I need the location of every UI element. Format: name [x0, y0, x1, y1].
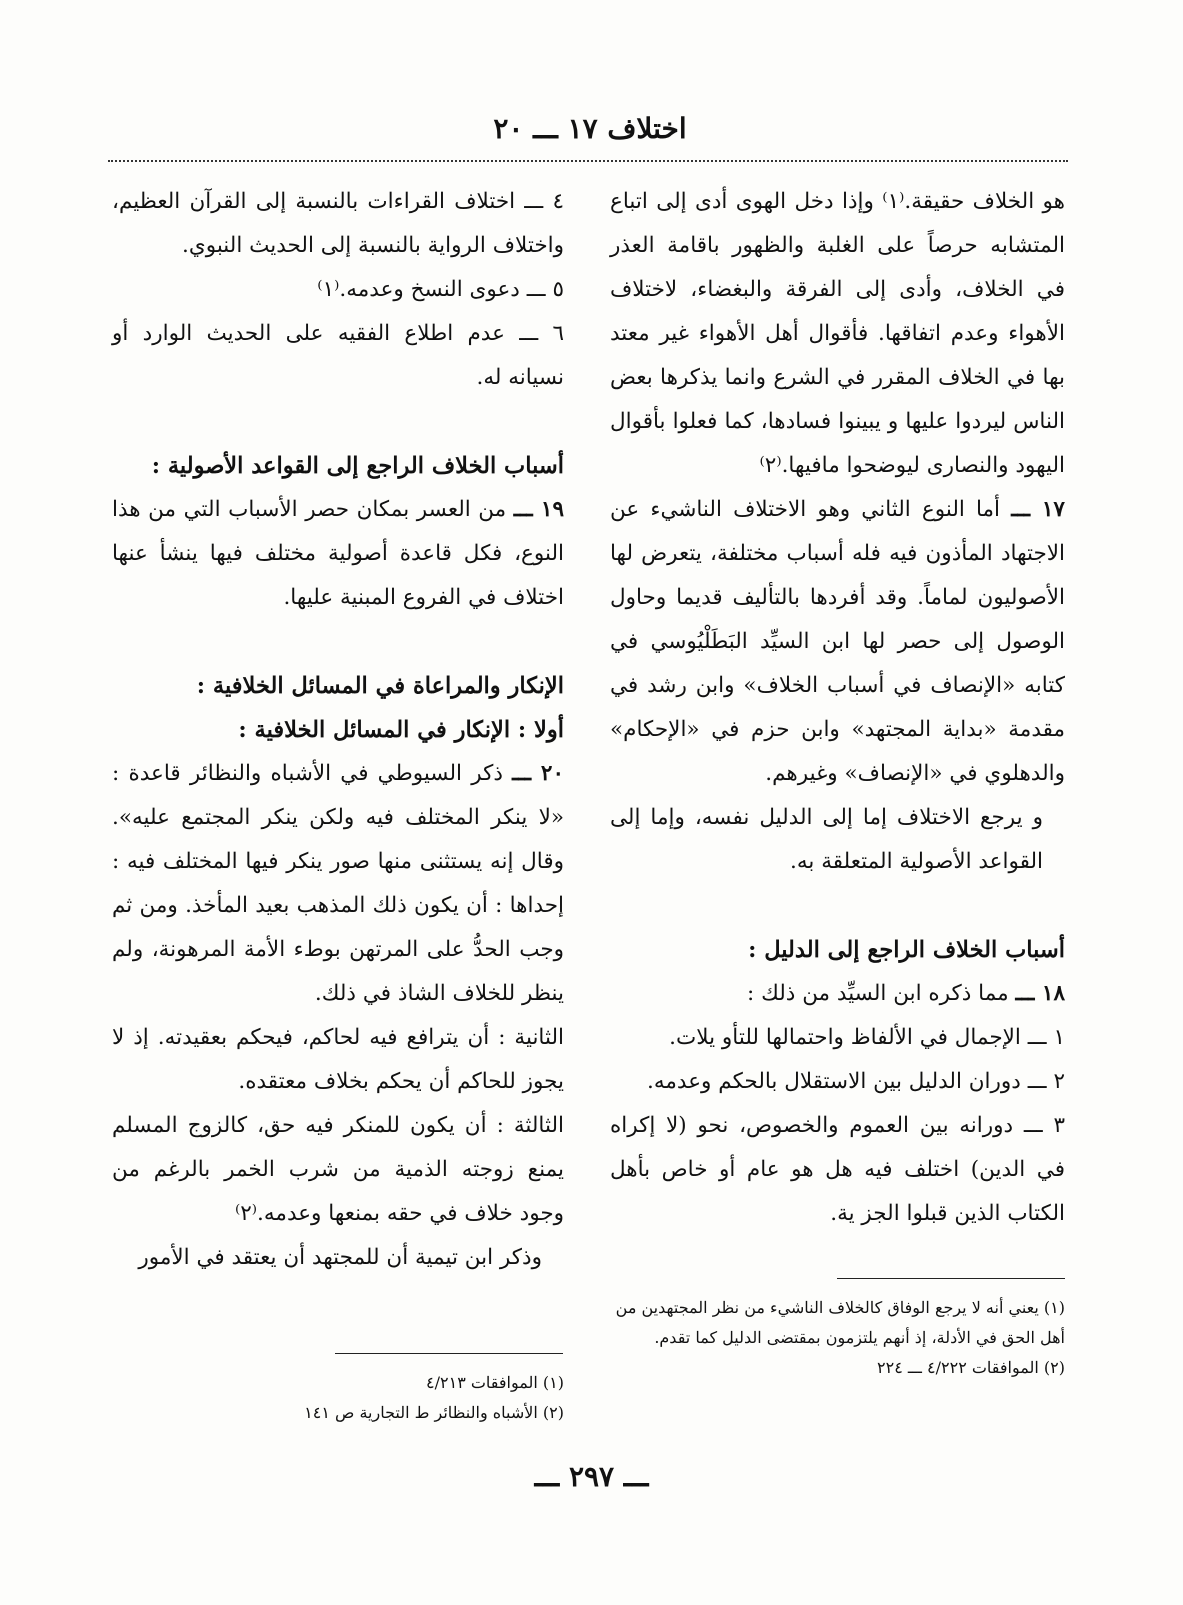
paragraph-second-case: الثانية : أن يترافع فيه لحاكم، فيحكم بعقيدته. إذ لا يجوز للحاكم أن يحكم بخلاف معتقده. — [112, 1025, 564, 1094]
list-item-3: ٣ ـــ دورانه بين العموم والخصوص، نحو (لا إكراه في الدين) اختلف فيه هل هو عام أو خاص بأهل الكتاب الذين قبلوا الجز ية. — [610, 1113, 1065, 1226]
section-number-20: ٢٠ ـــ — [512, 761, 564, 786]
footnote-left-1: (١) الموافقات ٤/٢١٣ — [426, 1373, 564, 1392]
footnote-rule-right — [837, 1278, 1065, 1279]
section-number-19: ١٩ ـــ — [513, 497, 564, 522]
footnotes-right — [610, 1293, 1065, 1383]
heading-first-inkar: أولا : الإنكار في المسائل الخلافية : — [238, 717, 564, 743]
paragraph-20-text: ذكر السيوطي في الأشباه والنظائر قاعدة : «لا ينكر المختلف فيه ولكن ينكر المجتمع عليه». وقال إنه يستثنى منها صور ينكر فيها المختلف فيه : إحداها : أن يكون ذلك المذهب بعيد المأخذ. ومن ثم وجب الحدُّ على المرتهن بوطء الأمة المرهونة، ولم ينظر للخلاف الشاذ في ذلك. — [112, 761, 564, 1006]
paragraph-17 — [610, 488, 1065, 796]
paragraph-19 — [112, 488, 564, 620]
heading-inkar-muraat: الإنكار والمراعاة في المسائل الخلافية : — [196, 673, 564, 699]
section-number-18: ١٨ ـــ — [1015, 981, 1065, 1006]
left-column — [112, 180, 564, 1280]
list-item-2: ٢ ـــ دوران الدليل بين الاستقلال بالحكم وعدمه. — [647, 1069, 1065, 1094]
paragraph-17-text: أما النوع الثاني وهو الاختلاف الناشيء عن الاجتهاد المأذون فيه فله أسباب مختلفة، يتعرض لها الأصوليون لماماً. وقد أفردها بالتأليف قديما وحاول الوصول إلى حصر لها ابن السيِّد البَطَلْيُوسي في كتابه «الإنصاف في أسباب الخلاف» وابن رشد في مقدمة «بداية المجتهد» وابن حزم في «الإحكام» والدهلوي في «الإنصاف» وغيرهم. — [610, 497, 1065, 786]
list-item-4: ٤ ـــ اختلاف القراءات بالنسبة إلى القرآن العظيم، واختلاف الرواية بالنسبة إلى الحديث النبوي. — [112, 189, 564, 258]
right-column — [610, 180, 1065, 1236]
paragraph-19-text: من العسر بمكان حصر الأسباب التي من هذا النوع، فكل قاعدة أصولية مختلف فيها ينشأ عنها اختلاف في الفروع المبنية عليها. — [112, 497, 564, 610]
footnote-right-2: (٢) الموافقات ٤/٢٢٢ ـــ ٢٢٤ — [877, 1358, 1065, 1377]
paragraph-third-case: الثالثة : أن يكون للمنكر فيه حق، كالزوج المسلم يمنع زوجته الذمية من شرب الخمر بالرغم من وجود خلاف في حقه بمنعها وعدمه.⁽٢⁾ — [112, 1113, 564, 1226]
footnote-left-2: (٢) الأشباه والنظائر ط التجارية ص ١٤١ — [304, 1403, 564, 1422]
list-item-5: ٥ ـــ دعوى النسخ وعدمه.⁽١⁾ — [317, 277, 564, 302]
footnote-rule-left — [335, 1353, 563, 1354]
paragraph-ikhtilaf-return: و يرجع الاختلاف إما إلى الدليل نفسه، وإما إلى القواعد الأصولية المتعلقة به. — [610, 805, 1043, 874]
paragraph-khilaf-haqiqa: هو الخلاف حقيقة.⁽١⁾ وإذا دخل الهوى أدى إلى اتباع المتشابه حرصاً على الغلبة والظهور باقامة العذر في الخلاف، وأدى إلى الفرقة والبغضاء، لاختلاف الأهواء وعدم اتفاقها. فأقوال أهل الأهواء غير معتد بها في الخلاف المقرر في الشرع وانما يذكرها بعض الناس ليردوا عليها و يبينوا فسادها، كما فعلوا بأقوال اليهود والنصارى ليوضحوا مافيها.⁽٢⁾ — [610, 189, 1065, 478]
page-number: ـــ ٢٩٧ ـــ — [534, 1460, 649, 1493]
list-item-6: ٦ ـــ عدم اطلاع الفقيه على الحديث الوارد أو نسيانه له. — [112, 321, 564, 390]
footnotes-left — [112, 1368, 564, 1428]
footnote-right-1: (١) يعني أنه لا يرجع الوفاق كالخلاف الناشيء من نظر المجتهدين من أهل الحق في الأدلة، إذ أنهم يلتزمون بمقتضى الدليل كما تقدم. — [615, 1298, 1065, 1347]
header-dotted-rule — [108, 160, 1068, 162]
paragraph-18 — [610, 972, 1065, 1016]
heading-dalil-causes: أسباب الخلاف الراجع إلى الدليل : — [748, 937, 1065, 963]
section-number-17: ١٧ ـــ — [1011, 497, 1065, 522]
paragraph-18-text: مما ذكره ابن السيِّد من ذلك : — [747, 981, 1009, 1006]
paragraph-20 — [112, 752, 564, 1016]
paragraph-ibn-taymiyya: وذكر ابن تيمية أن للمجتهد أن يعتقد في الأمور — [138, 1245, 542, 1270]
list-item-1: ١ ـــ الإجمال في الألفاظ واحتمالها للتأو يلات. — [669, 1025, 1065, 1050]
heading-usul-causes: أسباب الخلاف الراجع إلى القواعد الأصولية : — [151, 453, 564, 479]
running-header: اختلاف ١٧ ـــ ٢٠ — [493, 112, 687, 145]
